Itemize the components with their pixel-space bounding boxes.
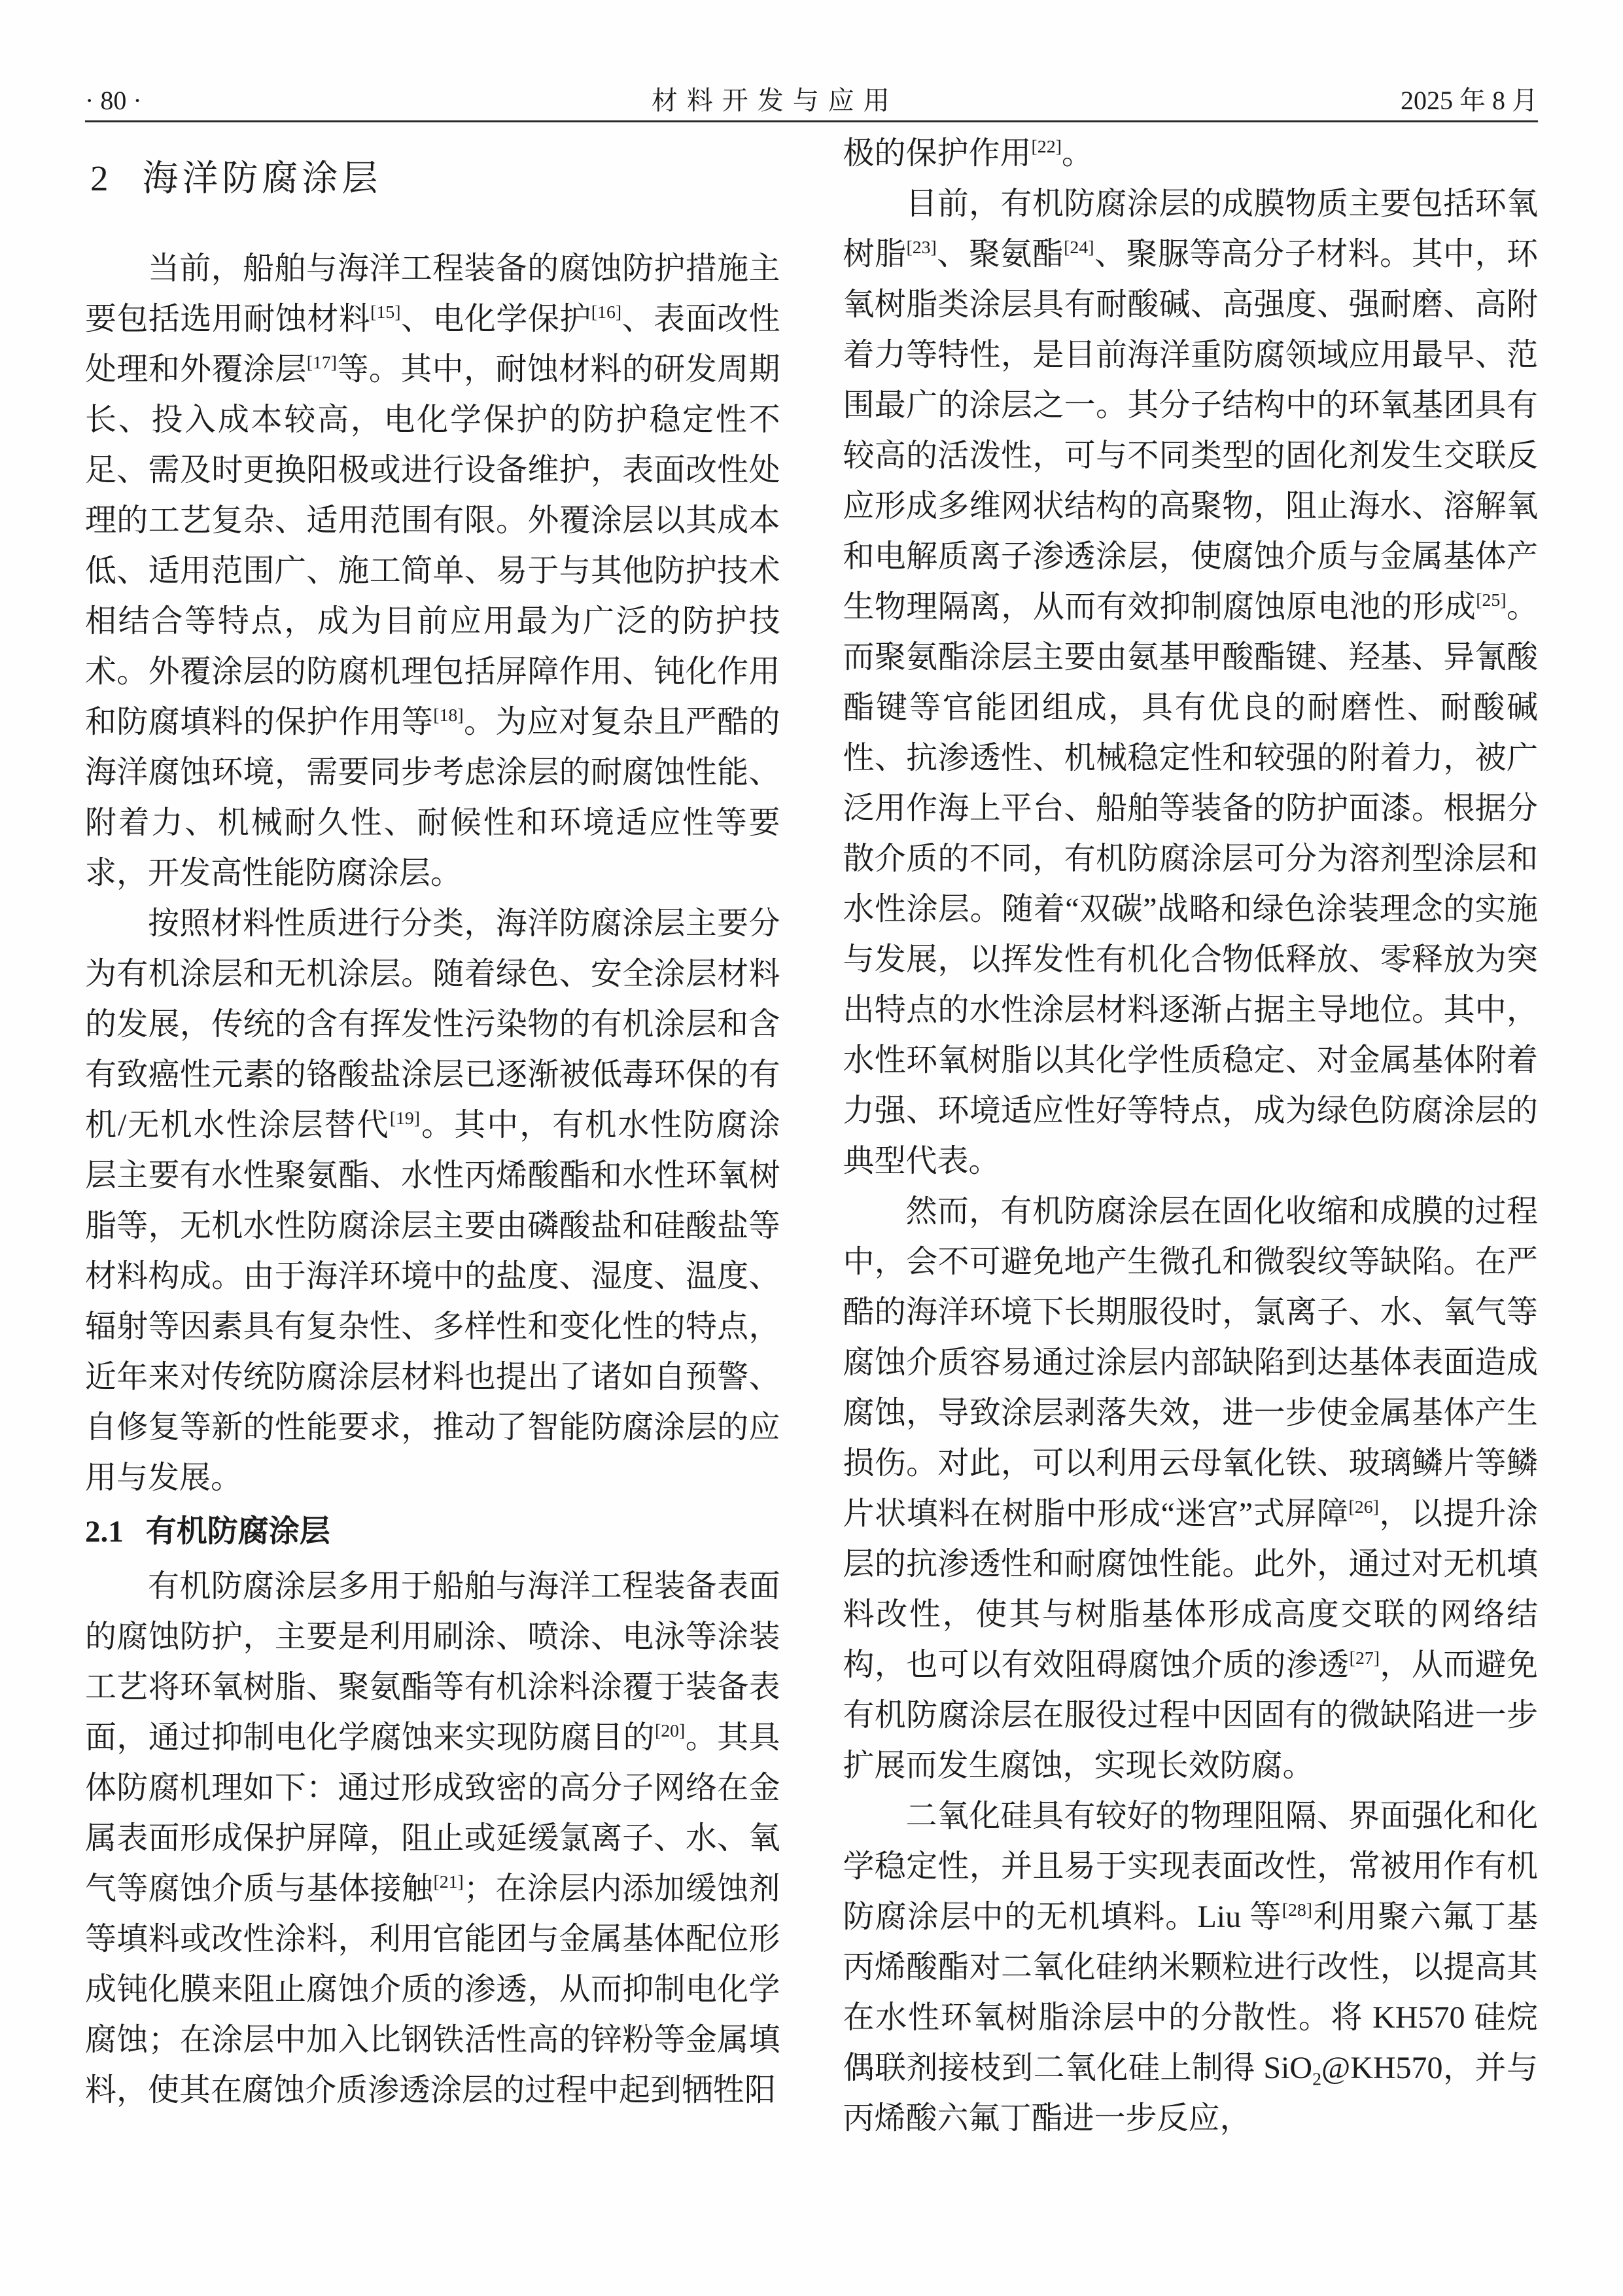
subsection-heading <box>85 1507 780 1557</box>
journal-title: 材 料 开 发 与 应 用 <box>651 86 891 115</box>
page-number: · 80 · <box>85 86 142 115</box>
citation-ref: [17] <box>306 353 338 373</box>
section-number: 2 <box>90 158 109 198</box>
section-paragraphs <box>85 243 780 1503</box>
subscript: 2 <box>1312 2069 1321 2090</box>
paragraph: 按照材料性质进行分类，海洋防腐涂层主要分为有机涂层和无机涂层。随着绿色、安全涂层材料的发展，传统的含有挥发性污染物的有机涂层和含有致癌性元素的铬酸盐涂层已逐渐被低毒环保的有机/无机水性涂层替代[19]。其中，有机水性防腐涂层主要有水性聚氨酯、水性丙烯酸酯和水性环氧树脂等，无机水性防腐涂层主要由磷酸盐和硅酸盐等材料构成。由于海洋环境中的盐度、湿度、温度、辐射等因素具有复杂性、多样性和变化性的特点，近年来对传统防腐涂层材料也提出了诸如自预警、自修复等新的性能要求，推动了智能防腐涂层的应用与发展。 <box>85 906 780 1495</box>
citation-ref: [19] <box>389 1108 421 1129</box>
citation-ref: [15] <box>370 302 401 323</box>
citation-ref: [18] <box>433 705 464 726</box>
citation-ref: [25] <box>1476 590 1507 610</box>
issue-date: 2025 年 8 月 <box>1400 86 1538 115</box>
citation-ref: [27] <box>1349 1648 1380 1669</box>
paragraph: 然而，有机防腐涂层在固化收缩和成膜的过程中，会不可避免地产生微孔和微裂纹等缺陷。在严酷的海洋环境下长期服役时，氯离子、水、氧气等腐蚀介质容易通过涂层内部缺陷到达基体表面造成腐蚀，导致涂层剥落失效，进一步使金属基体产生损伤。对此，可以利用云母氧化铁、玻璃鳞片等鳞片状填料在树脂中形成“迷宫”式屏障[26]，以提升涂层的抗渗透性和耐腐蚀性能。此外，通过对无机填料改性，使其与树脂基体形成高度交联的网络结构，也可以有效阻碍腐蚀介质的渗透[27]，从而避免有机防腐涂层在服役过程中因固有的微缺陷进一步扩展而发生腐蚀，实现长效防腐。 <box>843 1194 1538 1783</box>
citation-ref: [26] <box>1348 1497 1379 1517</box>
paragraph: 二氧化硅具有较好的物理阻隔、界面强化和化学稳定性，并且易于实现表面改性，常被用作有机防腐涂层中的无机填料。Liu 等[28]利用聚六氟丁基丙烯酸酯对二氧化硅纳米颗粒进行改性，以提高其在水性环氧树脂涂层中的分散性。将 KH570 硅烷偶联剂接枝到二氧化硅上制得 SiO$_2$@KH570，并与丙烯酸六氟丁酯进一步反应， <box>843 1799 1538 2136</box>
section-title: 海洋防腐涂层 <box>142 158 382 198</box>
page-header <box>85 80 1538 117</box>
left-column <box>85 128 780 2144</box>
header-rule <box>85 120 1538 122</box>
citation-ref: [23] <box>906 238 937 258</box>
paragraph: 有机防腐涂层多用于船舶与海洋工程装备表面的腐蚀防护，主要是利用刷涂、喷涂、电泳等涂装工艺将环氧树脂、聚氨酯等有机涂料涂覆于装备表面，通过抑制电化学腐蚀来实现防腐目的[20]。其具体防腐机理如下：通过形成致密的高分子网络在金属表面形成保护屏障，阻止或延缓氯离子、水、氧气等腐蚀介质与基体接触[21]；在涂层内添加缓蚀剂等填料或改性涂料，利用官能团与金属基体配位形成钝化膜来阻止腐蚀介质的渗透，从而抑制电化学腐蚀；在涂层中加入比钢铁活性高的锌粉等金属填料，使其在腐蚀介质渗透涂层的过程中起到牺牲阳 <box>85 1569 780 2108</box>
right-paragraphs <box>843 179 1539 2144</box>
citation-ref: [16] <box>591 302 622 323</box>
citation-ref: [21] <box>433 1872 464 1892</box>
citation-ref: [24] <box>1064 238 1094 258</box>
subsection-paragraphs <box>85 1561 780 2115</box>
right-column <box>843 128 1539 2144</box>
paragraph: 当前，船舶与海洋工程装备的腐蚀防护措施主要包括选用耐蚀材料[15]、电化学保护[16]、表面改性处理和外覆涂层[17]等。其中，耐蚀材料的研发周期长、投入成本较高，电化学保护的防护稳定性不足、需及时更换阳极或进行设备维护，表面改性处理的工艺复杂、适用范围有限。外覆涂层以其成本低、适用范围广、施工简单、易于与其他防护技术相结合等特点，成为目前应用最为广泛的防护技术。外覆涂层的防腐机理包括屏障作用、钝化作用和防腐填料的保护作用等[18]。为应对复杂且严酷的海洋腐蚀环境，需要同步考虑涂层的耐腐蚀性能、附着力、机械耐久性、耐候性和环境适应性等要求，开发高性能防腐涂层。 <box>85 251 780 891</box>
content-columns <box>85 128 1538 2144</box>
citation-ref: [22] <box>1031 137 1062 157</box>
citation-ref: [28] <box>1282 1900 1313 1920</box>
subsection-number: 2.1 <box>85 1515 124 1549</box>
section-heading <box>90 152 780 205</box>
subsection-title: 有机防腐涂层 <box>145 1515 330 1549</box>
citation-ref: [20] <box>654 1721 686 1741</box>
paragraph-continuation: 极的保护作用[22]。 <box>843 136 1093 171</box>
paragraph: 目前，有机防腐涂层的成膜物质主要包括环氧树脂[23]、聚氨酯[24]、聚脲等高分子材料。其中，环氧树脂类涂层具有耐酸碱、高强度、强耐磨、高附着力等特性，是目前海洋重防腐领域应用最早、范围最广的涂层之一。其分子结构中的环氧基团具有较高的活泼性，可与不同类型的固化剂发生交联反应形成多维网状结构的高聚物，阻止海水、溶解氧和电解质离子渗透涂层，使腐蚀介质与金属基体产生物理隔离，从而有效抑制腐蚀原电池的形成[25]。而聚氨酯涂层主要由氨基甲酸酯键、羟基、异氰酸酯键等官能团组成，具有优良的耐磨性、耐酸碱性、抗渗透性、机械稳定性和较强的附着力，被广泛用作海上平台、船舶等装备的防护面漆。根据分散介质的不同，有机防腐涂层可分为溶剂型涂层和水性涂层。随着“双碳”战略和绿色涂装理念的实施与发展，以挥发性有机化合物低释放、零释放为突出特点的水性涂层材料逐渐占据主导地位。其中，水性环氧树脂以其化学性质稳定、对金属基体附着力强、环境适应性好等特点，成为绿色防腐涂层的典型代表。 <box>843 186 1538 1178</box>
